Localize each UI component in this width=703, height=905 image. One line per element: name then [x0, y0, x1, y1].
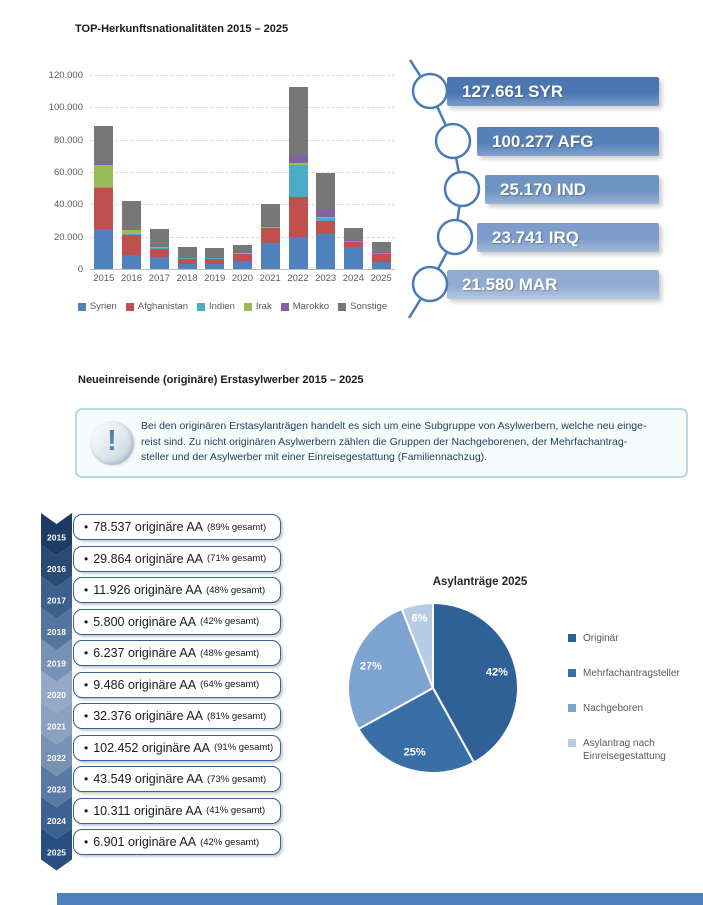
bar-segment-afghanistan	[261, 228, 280, 242]
chevron-year-label: 2021	[47, 721, 66, 732]
chevron-year-label: 2024	[47, 816, 66, 826]
bar-segment-syrien	[372, 262, 391, 269]
bar-segment-afghanistan	[289, 197, 308, 237]
info-box-line: steller und der Asylwerber mit einer Einreisegestattung (Familiennachzug).	[141, 451, 488, 463]
legend-label: Indien	[208, 301, 235, 312]
chevron-year-label: 2023	[47, 784, 66, 795]
bar-segment-syrien	[150, 257, 169, 269]
timeline-item-box	[73, 766, 281, 792]
section-title-neueinreisende: Neueinreisende (originäre) Erstasylwerber 2015 – 2025	[78, 374, 364, 386]
timeline-value: 32.376 originäre AA	[93, 709, 204, 723]
bar-segment-sonstige	[316, 173, 335, 208]
pie-legend-item	[568, 737, 703, 763]
y-axis-label: 0	[77, 264, 83, 275]
pie-legend-label: Nachgeboren	[583, 703, 644, 714]
timeline-value: 78.537 originäre AA	[93, 520, 204, 534]
timeline-value: 43.549 originäre AA	[93, 772, 204, 786]
info-box-line: Bei den originären Erstasylanträgen handelt es sich um eine Subgruppe von Asylwerbern, welche neu einge-	[141, 420, 647, 432]
chevron-year-label: 2022	[47, 753, 66, 763]
badge-circle	[438, 220, 472, 254]
x-axis-label: 2024	[342, 273, 364, 284]
chevron-year-label: 2018	[47, 627, 66, 637]
legend-item-sonstige	[338, 301, 387, 312]
timeline-item-box	[73, 672, 281, 698]
bar-segment-afghanistan	[316, 221, 335, 234]
bullet-icon: •	[84, 835, 89, 849]
timeline-share: (71% gesamt)	[207, 553, 267, 564]
bar-segment-sonstige	[94, 126, 113, 164]
bar-segment-indien	[150, 248, 169, 249]
bar-segment-sonstige	[233, 245, 252, 252]
exclamation-glyph: !	[107, 425, 117, 457]
timeline-item-box	[73, 609, 281, 635]
pie-legend	[568, 632, 703, 785]
bar-segment-marokko	[289, 155, 308, 163]
bar-segment-afghanistan	[122, 235, 141, 254]
bar-segment-sonstige	[289, 87, 308, 154]
bar-segment-sonstige	[205, 248, 224, 256]
bar-segment-irak	[289, 163, 308, 165]
timeline-item-box	[73, 798, 281, 824]
timeline-value: 11.926 originäre AA	[93, 583, 203, 597]
bullet-icon: •	[84, 709, 89, 723]
legend-label: Afghanistan	[137, 301, 188, 312]
chevron-year-label: 2015	[47, 532, 66, 543]
bar-segment-irak	[122, 230, 141, 235]
bar-segment-sonstige	[372, 242, 391, 251]
chevron-ribbon	[41, 513, 72, 873]
legend-swatch	[197, 303, 205, 311]
timeline-value: 6.237 originäre AA	[93, 646, 197, 660]
chevron-year-label: 2025	[47, 847, 66, 858]
bullet-icon: •	[84, 551, 89, 566]
timeline-share: (91% gesamt)	[213, 742, 274, 753]
bar-segment-irak	[316, 217, 335, 218]
x-axis-label: 2016	[120, 273, 143, 284]
bar-segment-irak	[150, 246, 169, 248]
bar-segment-sonstige	[178, 247, 197, 257]
bar-segment-indien	[122, 234, 141, 235]
timeline-share: (64% gesamt)	[200, 679, 260, 690]
chevron-year-label: 2020	[47, 690, 66, 700]
bar-segment-indien	[261, 227, 280, 228]
pie-legend-label: Originär	[583, 633, 619, 644]
bar-segment-irak	[205, 257, 224, 258]
timeline-share: (48% gesamt)	[200, 647, 260, 659]
bar-segment-irak	[261, 227, 280, 228]
y-axis-label: 100.000	[48, 102, 83, 114]
bullet-icon: •	[84, 803, 89, 818]
bar-segment-syrien	[122, 255, 141, 269]
nationality-badge: 100.277 AFG	[477, 127, 659, 156]
timeline-item-box	[73, 546, 281, 572]
legend-swatch	[281, 303, 289, 311]
x-axis-label: 2021	[259, 273, 281, 284]
timeline-value: 6.901 originäre AA	[93, 835, 197, 849]
pie-slice-label: 27%	[359, 660, 382, 673]
legend-label: Marokko	[292, 301, 330, 312]
pie-chart	[346, 601, 520, 775]
bar-segment-afghanistan	[150, 249, 169, 258]
timeline-share: (42% gesamt)	[200, 616, 260, 627]
bar-chart-legend	[60, 301, 405, 312]
bar-segment-sonstige	[261, 204, 280, 224]
timeline-share: (41% gesamt)	[206, 805, 266, 816]
bar-segment-afghanistan	[233, 254, 252, 261]
badge-circle	[413, 74, 447, 108]
timeline-item-box	[73, 514, 281, 540]
pie-legend-swatch	[568, 739, 576, 747]
pie-chart-title: Asylanträge 2025	[432, 576, 528, 588]
nationality-badge: 127.661 SYR	[447, 77, 659, 106]
nationality-badge: 21.580 MAR	[447, 270, 659, 299]
legend-swatch	[126, 303, 134, 311]
bullet-icon: •	[84, 740, 89, 755]
bar-segment-sonstige	[150, 229, 169, 246]
x-axis-label: 2023	[315, 273, 337, 284]
timeline-item-box	[73, 577, 281, 603]
bar-segment-afghanistan	[178, 258, 197, 264]
timeline-item-box	[73, 640, 281, 666]
timeline-share: (48% gesamt)	[206, 584, 266, 596]
gridline	[90, 107, 395, 108]
bar-chart-title: TOP-Herkunftsnationalitäten 2015 – 2025	[75, 23, 289, 35]
bullet-icon: •	[84, 646, 89, 660]
bar-segment-syrien	[233, 261, 252, 269]
x-axis-line	[90, 269, 395, 270]
legend-label: Sonstige	[350, 301, 388, 312]
footer-bar	[57, 893, 703, 905]
pie-legend-item	[568, 632, 703, 645]
bar-segment-sonstige	[344, 228, 363, 240]
bar-segment-afghanistan	[94, 188, 113, 229]
legend-label: Syrien	[89, 301, 117, 312]
bar-segment-indien	[289, 165, 308, 197]
timeline-share: (81% gesamt)	[207, 710, 267, 722]
pie-legend-label: Mehrfachantragsteller	[583, 668, 680, 679]
info-box-text	[141, 419, 686, 466]
bar-segment-afghanistan	[372, 253, 391, 262]
bullet-icon: •	[84, 677, 89, 692]
bar-segment-syrien	[94, 229, 113, 269]
badge-circle	[445, 172, 479, 206]
pie-legend-swatch	[568, 669, 576, 677]
timeline-share: (89% gesamt)	[207, 521, 267, 533]
legend-item-afghanistan	[126, 301, 188, 312]
pie-legend-item	[568, 667, 703, 680]
legend-item-marokko	[281, 301, 329, 312]
gridline	[90, 140, 395, 141]
timeline-share: (42% gesamt)	[200, 836, 260, 848]
badge-circle	[436, 124, 470, 158]
pie-slice-label: 6%	[411, 612, 428, 625]
info-box-line: reist sind. Zu nicht originären Asylwerbern zählen die Gruppen der Nachgeborenen, der Mehrfachantrag-	[141, 435, 628, 448]
x-axis-label: 2015	[93, 273, 115, 284]
bar-segment-syrien	[289, 237, 308, 269]
bar-segment-syrien	[344, 247, 363, 269]
x-axis-label: 2020	[231, 273, 253, 284]
bar-segment-marokko	[261, 225, 280, 227]
x-axis-label: 2025	[370, 273, 392, 284]
bar-segment-indien	[94, 187, 113, 188]
nationality-badge: 23.741 IRQ	[477, 223, 659, 252]
info-box	[75, 408, 688, 478]
timeline-value: 5.800 originäre AA	[93, 614, 197, 629]
timeline-share: (73% gesamt)	[207, 773, 267, 785]
y-axis-label: 120.000	[48, 70, 83, 81]
bar-segment-indien	[316, 218, 335, 221]
timeline-item-box	[73, 829, 281, 855]
x-axis-label: 2022	[287, 273, 309, 284]
bar-segment-syrien	[316, 234, 335, 269]
legend-swatch	[338, 303, 346, 311]
pie-slice-label: 42%	[485, 666, 508, 679]
legend-item-syrien	[78, 301, 117, 312]
y-axis-label: 40.000	[53, 199, 83, 211]
badge-connector	[400, 55, 703, 325]
bar-segment-marokko	[233, 252, 252, 253]
legend-swatch	[78, 303, 86, 311]
pie-legend-swatch	[568, 704, 576, 712]
bar-segment-syrien	[205, 264, 224, 269]
bullet-icon: •	[84, 520, 89, 534]
bar-segment-syrien	[178, 264, 197, 269]
timeline-item-box	[73, 703, 281, 729]
gridline	[90, 75, 395, 76]
bar-segment-sonstige	[122, 201, 141, 230]
pie-legend-label: Asylantrag nach Einreisegestattung	[583, 738, 666, 762]
timeline-value: 29.864 originäre AA	[93, 551, 204, 566]
chevron-year-label: 2017	[47, 595, 66, 606]
bullet-icon: •	[84, 772, 89, 786]
pie-slice-label: 25%	[403, 746, 426, 759]
bar-segment-irak	[344, 240, 363, 241]
y-axis-label: 60.000	[53, 167, 83, 178]
legend-item-irak	[244, 301, 272, 312]
bar-segment-irak	[372, 252, 391, 253]
chevron-year-label: 2016	[47, 564, 66, 574]
bar-segment-indien	[344, 241, 363, 242]
bar-segment-irak	[94, 165, 113, 187]
legend-swatch	[244, 303, 252, 311]
bar-segment-syrien	[261, 243, 280, 269]
exclamation-icon	[90, 421, 134, 465]
gridline	[90, 172, 395, 173]
x-axis-label: 2019	[204, 273, 226, 284]
y-axis-label: 80.000	[53, 134, 83, 146]
chevron-year-label: 2019	[47, 658, 66, 669]
bullet-icon: •	[84, 614, 89, 629]
legend-item-indien	[197, 301, 235, 312]
bar-segment-marokko	[316, 209, 335, 217]
timeline-value: 10.311 originäre AA	[93, 803, 203, 818]
bar-segment-irak	[178, 257, 197, 258]
y-axis-label: 20.000	[53, 231, 83, 243]
bar-segment-afghanistan	[344, 242, 363, 247]
x-axis-label: 2018	[176, 273, 198, 284]
badge-circle	[413, 267, 447, 301]
pie-legend-item	[568, 702, 703, 715]
timeline-item-box	[73, 735, 281, 761]
pie-legend-swatch	[568, 634, 576, 642]
timeline-value: 102.452 originäre AA	[93, 740, 210, 755]
nationality-badge: 25.170 IND	[485, 175, 659, 204]
bar-segment-afghanistan	[205, 258, 224, 264]
legend-label: Irak	[255, 301, 272, 312]
x-axis-label: 2017	[148, 273, 170, 284]
timeline-value: 9.486 originäre AA	[93, 677, 197, 692]
bullet-icon: •	[84, 583, 89, 597]
